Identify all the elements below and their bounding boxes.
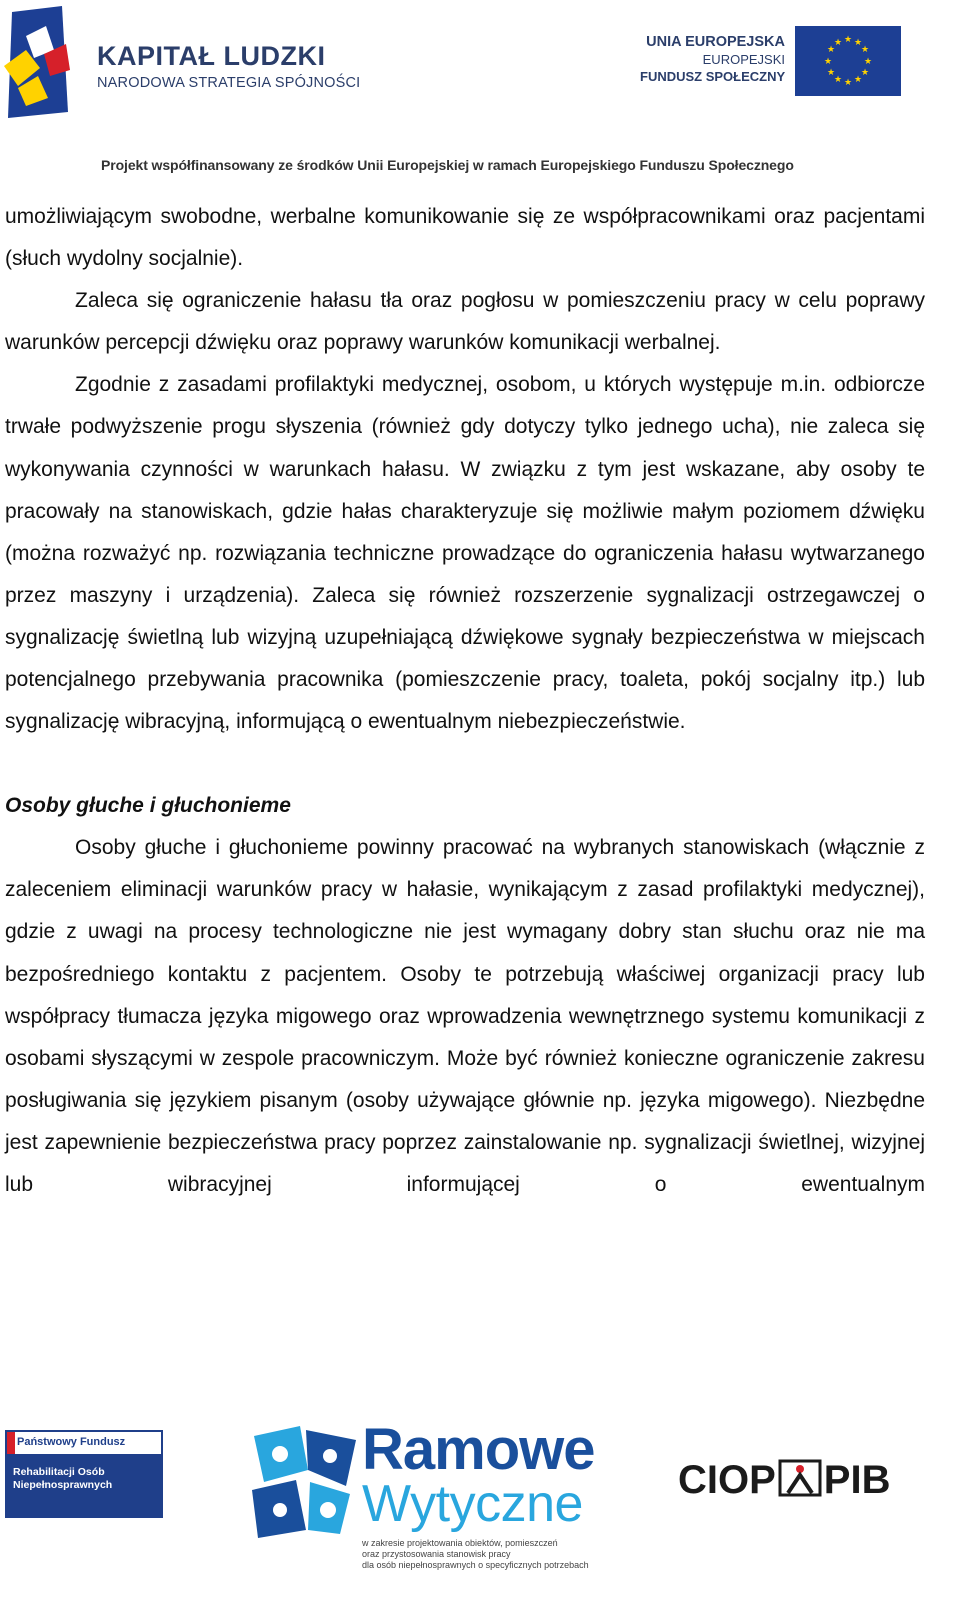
ciop-pib-logo [678, 1458, 890, 1503]
eu-line1: UNIA EUROPEJSKA [646, 34, 785, 50]
svg-text:★: ★ [833, 75, 843, 85]
paragraph-1: umożliwiającym swobodne, werbalne komunikowanie się ze współpracownikami oraz pacjentami (słuch wydolny socjalnie). [5, 205, 925, 271]
paragraph-4: Osoby głuche i głuchonieme powinny pracować na wybranych stanowiskach (włącznie z zaleceniem eliminacji warunków pracy w hałasie, wynikającym z zasad profilaktyki medycznej), gdzie z uwagi na procesy technologiczne nie jest wymagany dobry stan słuchu oraz nie ma bezpośredniego kontaktu z pacjentem. Osoby te potrzebują właściwej organizacji pracy lub współpracy tłumacza języka migowego oraz wprowadzenia wewnętrznego systemu komunikacji z osobami słyszącymi w zespole pracowniczym. Może być również konieczne ograniczenie zakresu posługiwania się językiem pisanym (osoby używające głównie np. języka migowego). Niezbędne jest zapewnienie bezpieczeństwa pracy poprzez zainstalowanie np. sygnalizacji świetlnej, wizyjnej lub wibracyjnej informującej o ewentualnym [5, 836, 925, 1196]
svg-text:★: ★ [853, 75, 863, 85]
svg-text:★: ★ [860, 45, 870, 55]
ramowe-title: Ramowe [362, 1417, 595, 1482]
pfron-line2: Rehabilitacji Osób Niepełnosprawnych [13, 1466, 113, 1491]
svg-text:★: ★ [826, 45, 836, 55]
paragraph-3: Zgodnie z zasadami profilaktyki medycznej, osobom, u których występuje m.in. odbiorcze trwałe podwyższenie progu słyszenia (również gdy dotyczy tylko jednego ucha), nie zaleca się wykonywania czynności w warunkach hałasu. W związku z tym jest wskazane, aby osoby te pracowały na stanowiskach, gdzie hałas charakteryzuje się możliwie małym poziomem dźwięku (można rozważyć np. rozwiązania techniczne prowadzące do ograniczenia hałasu wytwarzanego przez maszyny i urządzenia). Zaleca się również rozszerzenie sygnalizacji ostrzegawczej o sygnalizację świetlną lub wizyjną uzupełniającą dźwiękowe sygnały bezpieczeństwa w miejscach potencjalnego przebywania pracownika (pomieszczenie pracy, toaleta, pokój socjalny itp.) lub sygnalizację wibracyjną, informującą o ewentualnym niebezpieczeństwie. [5, 373, 925, 734]
cofinancing-note: Projekt współfinansowany ze środków Unii Europejskiej w ramach Europejskiego Funduszu Społecznego [101, 157, 794, 173]
svg-text:★: ★ [843, 78, 853, 88]
eu-line3: FUNDUSZ SPOŁECZNY [640, 69, 786, 84]
svg-text:★: ★ [853, 38, 863, 48]
svg-text:★: ★ [823, 57, 833, 67]
svg-text:★: ★ [826, 68, 836, 78]
wytyczne-title: Wytyczne [362, 1475, 583, 1533]
kapital-ludzki-title: KAPITAŁ LUDZKI [97, 41, 326, 71]
page-header [0, 0, 960, 180]
ramowe-small-text: w zakresie projektowania obiektów, pomieszczeń oraz przystosowania stanowisk pracy dla osób niepełnosprawnych o specyficznych potrzebach [362, 1538, 589, 1570]
kapital-ludzki-subtitle: NARODOWA STRATEGIA SPÓJNOŚCI [97, 75, 361, 91]
ciop-text: CIOP [678, 1458, 776, 1502]
eu-text-block [640, 34, 785, 84]
kapital-ludzki-logo-icon [4, 6, 74, 118]
ciop-person-icon [778, 1459, 822, 1497]
svg-text:★: ★ [843, 35, 853, 45]
svg-text:★: ★ [833, 38, 843, 48]
eu-line2: EUROPEJSKI [702, 52, 785, 67]
svg-text:★: ★ [863, 57, 873, 67]
document-body [5, 196, 925, 1206]
pfron-logo [5, 1430, 163, 1518]
paragraph-2: Zaleca się ograniczenie hałasu tła oraz pogłosu w pomieszczeniu pracy w celu poprawy warunków percepcji dźwięku oraz poprawy warunków komunikacji werbalnej. [5, 289, 925, 355]
section-heading: Osoby głuche i głuchonieme [5, 794, 291, 818]
pib-text: PIB [823, 1458, 891, 1502]
pfron-line1: Państwowy Fundusz [17, 1436, 126, 1448]
ramowe-wytyczne-graphic-icon [250, 1426, 360, 1538]
eu-flag-icon [795, 26, 901, 96]
page-footer [0, 1417, 960, 1621]
svg-text:★: ★ [860, 68, 870, 78]
